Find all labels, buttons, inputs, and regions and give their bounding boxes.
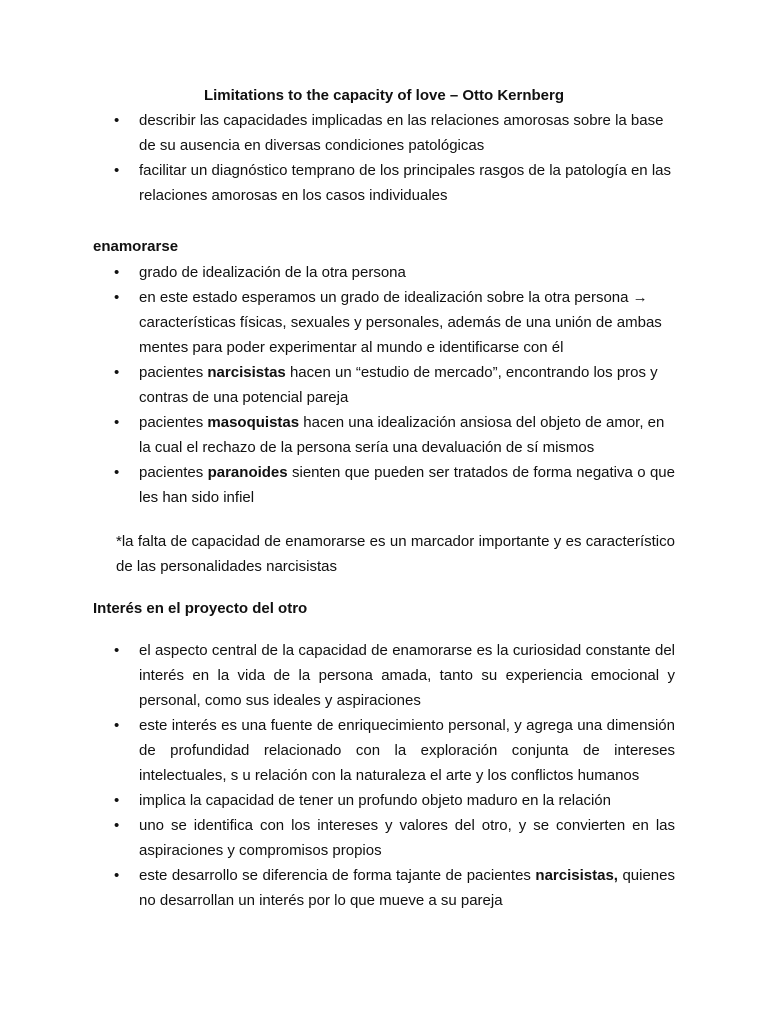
list-item-text: pacientes [139,414,208,431]
list-item [93,108,675,158]
emphasis-term: masoquistas [207,414,300,431]
list-item-text: pacientes [139,464,208,481]
list-item-text: uno se identifica con los intereses y valores del otro, y se convierten en las aspiraciones y compromisos propios [139,817,675,859]
section-heading-interes: Interés en el proyecto del otro [93,600,308,617]
list-item [93,788,675,813]
list-item-text: sienten que pueden ser tratados de forma negativa o que les han sido infiel [139,464,675,506]
enamorarse-list [93,260,675,510]
list-item [93,260,675,285]
emphasis-term: narcisistas [207,364,286,381]
list-item-text: el aspecto central de la capacidad de enamorarse es la curiosidad constante del interés en la vida de la persona amada, tanto su experiencia emocional y personal, como sus ideales y aspiraciones [139,642,675,709]
list-item-text: hacen una idealización ansiosa del objeto de amor, en la cual el rechazo de la persona sería una devaluación de sí mismos [139,414,665,456]
list-item-text: describir las capacidades implicadas en las relaciones amorosas sobre la base de su ausencia en diversas condiciones patológicas [139,112,664,154]
section-heading-enamorarse: enamorarse [93,238,179,255]
list-item-text: hacen un “estudio de mercado”, encontrando los pros y contras de una potencial pareja [139,364,658,406]
list-item-text: este desarrollo se diferencia de forma tajante de pacientes [139,867,536,884]
interes-list [93,638,675,913]
list-item [93,813,675,863]
list-item [93,638,675,713]
document-title: Limitations to the capacity of love – Otto Kernberg [203,87,565,104]
list-item [93,863,675,913]
footnote-paragraph: *la falta de capacidad de enamorarse es un marcador importante y es característico de las personalidades narcisistas [116,533,675,575]
list-item-text: grado de idealización de la otra persona [139,264,406,281]
list-item [93,285,675,360]
list-item [93,713,675,788]
list-item-text: facilitar un diagnóstico temprano de los principales rasgos de la patología en las relaciones amorosas en los casos individuales [139,162,671,204]
list-item [93,460,675,510]
list-item [93,158,675,208]
intro-list [93,108,675,208]
list-item-text: en este estado esperamos un grado de idealización sobre la otra persona → características físicas, sexuales y personales, además de una unión de ambas mentes para poder experimentar al mundo e identificarse con él [139,289,662,356]
list-item-text: implica la capacidad de tener un profundo objeto maduro en la relación [139,792,611,809]
list-item-text: este interés es una fuente de enriquecimiento personal, y agrega una dimensión de profundidad relacionado con la exploración conjunta de intereses intelectuales, s u relación con la naturaleza el arte y los conflictos humanos [139,717,675,784]
list-item [93,360,675,410]
list-item [93,410,675,460]
list-item-text: pacientes [139,364,208,381]
emphasis-term: narcisistas, [535,867,618,884]
list-item-text: quienes no desarrollan un interés por lo que mueve a su pareja [139,867,675,909]
emphasis-term: paranoides [207,464,288,481]
